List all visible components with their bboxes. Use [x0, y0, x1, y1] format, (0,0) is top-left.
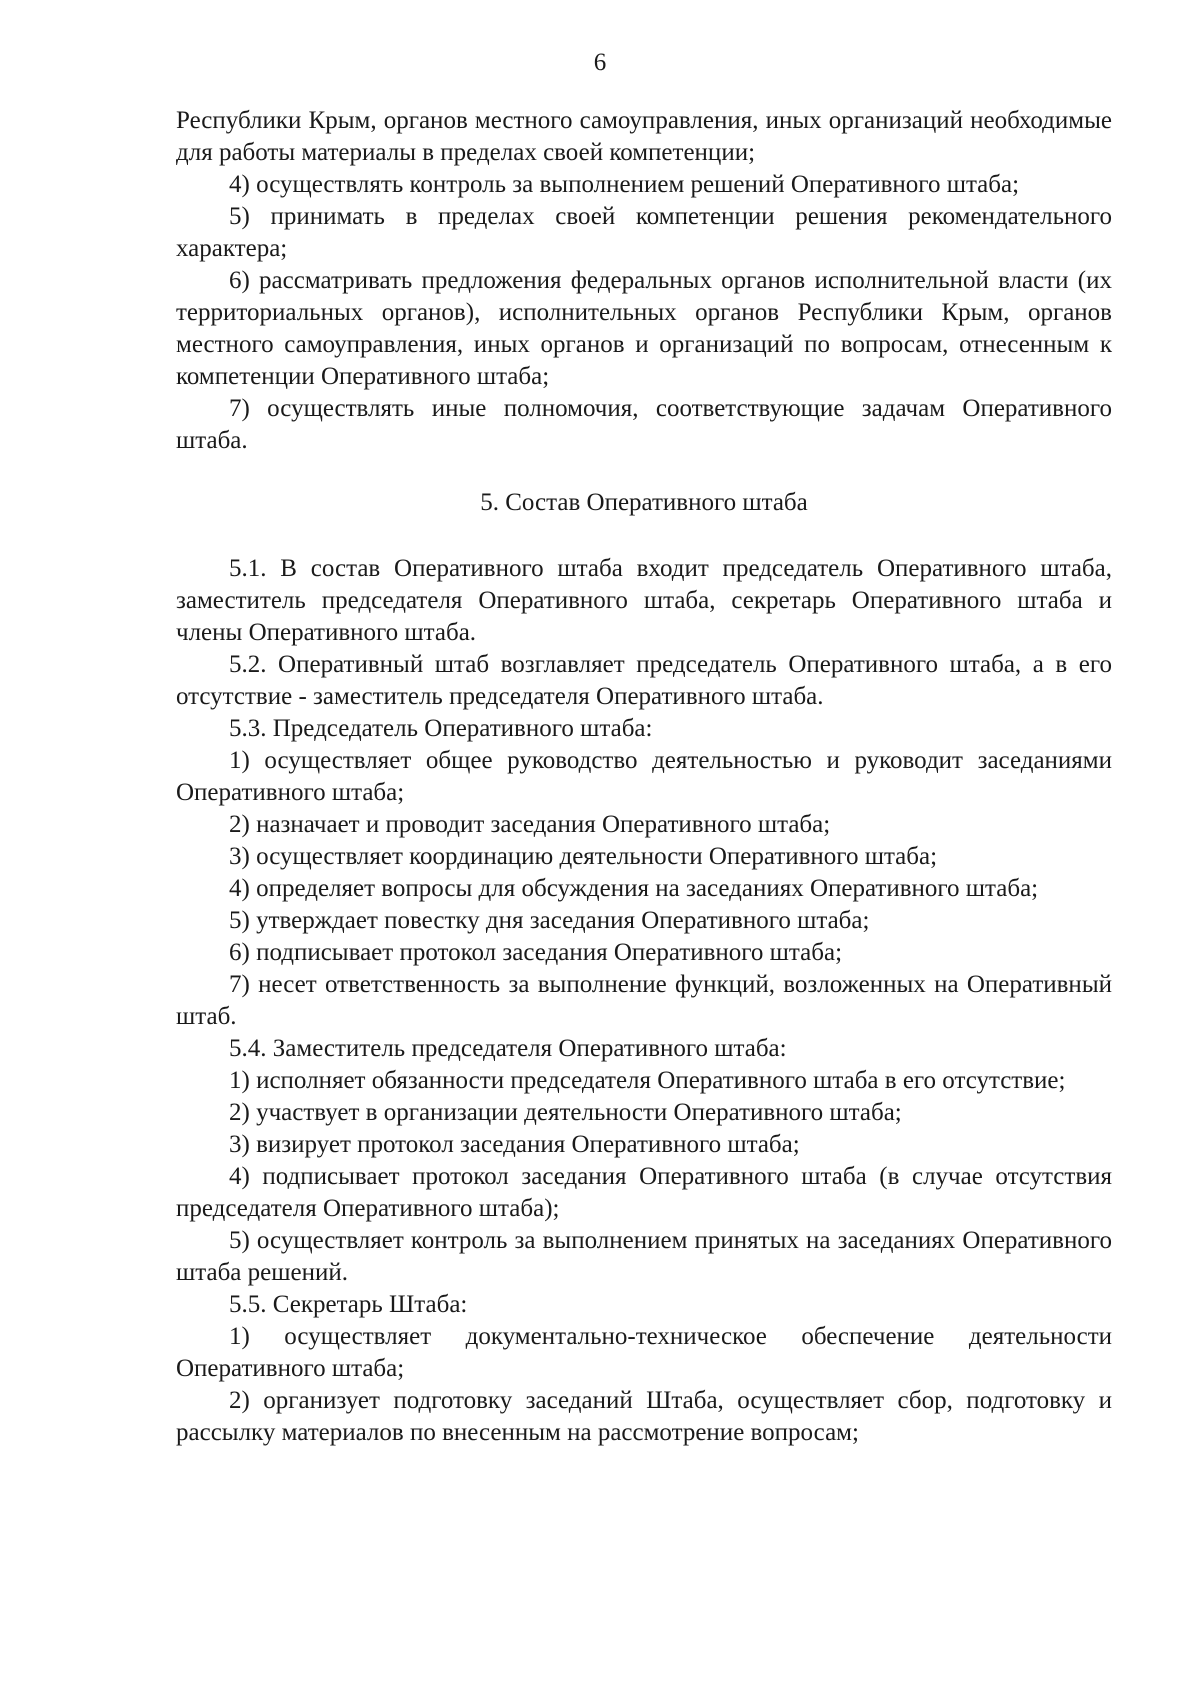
paragraph: 5.1. В состав Оперативного штаба входит председатель Оперативного штаба, заместитель председателя Оперативного штаба, секретарь Оперативного штаба и члены Оперативного штаба.: [176, 555, 1112, 646]
page-number: 6: [593, 49, 607, 76]
paragraph: 5.4. Заместитель председателя Оперативного штаба:: [229, 1035, 787, 1062]
paragraph: 6) подписывает протокол заседания Оперативного штаба;: [229, 939, 843, 966]
paragraph: Республики Крым, органов местного самоуправления, иных организаций необходимые для работы материалы в пределах своей компетенции;: [176, 107, 1112, 166]
paragraph: 6) рассматривать предложения федеральных органов исполнительной власти (их территориальных органов), исполнительных органов Республики Крым, органов местного самоуправления, иных органов и организаций по вопросам, отнесенным к компетенции Оперативного штаба;: [176, 267, 1112, 390]
paragraph: 7) осуществлять иные полномочия, соответствующие задачам Оперативного штаба.: [176, 395, 1112, 454]
paragraph: 4) определяет вопросы для обсуждения на заседаниях Оперативного штаба;: [229, 875, 1039, 902]
section-heading: 5. Состав Оперативного штаба: [480, 489, 808, 516]
paragraph: 5.3. Председатель Оперативного штаба:: [229, 715, 653, 742]
paragraph: 2) участвует в организации деятельности Оперативного штаба;: [229, 1099, 902, 1126]
paragraph: 2) организует подготовку заседаний Штаба, осуществляет сбор, подготовку и рассылку материалов по внесенным на рассмотрение вопросам;: [176, 1387, 1112, 1446]
paragraph: 5.5. Секретарь Штаба:: [229, 1291, 468, 1318]
paragraph: 4) осуществлять контроль за выполнением решений Оперативного штаба;: [229, 171, 1020, 198]
paragraph: 5) осуществляет контроль за выполнением принятых на заседаниях Оперативного штаба решений.: [176, 1227, 1112, 1286]
paragraph: 7) несет ответственность за выполнение функций, возложенных на Оперативный штаб.: [176, 971, 1112, 1030]
paragraph: 3) визирует протокол заседания Оперативного штаба;: [229, 1131, 800, 1158]
paragraph: 4) подписывает протокол заседания Оперативного штаба (в случае отсутствия председателя Оперативного штаба);: [176, 1163, 1112, 1222]
document-body: [176, 105, 1112, 1449]
paragraph: 5) принимать в пределах своей компетенции решения рекомендательного характера;: [176, 203, 1112, 262]
section-5-paragraphs: [176, 553, 1112, 1449]
paragraph: 1) осуществляет документально-техническое обеспечение деятельности Оперативного штаба;: [176, 1323, 1112, 1382]
paragraph: 2) назначает и проводит заседания Оперативного штаба;: [229, 811, 831, 838]
paragraph: 1) осуществляет общее руководство деятельностью и руководит заседаниями Оперативного штаба;: [176, 747, 1112, 806]
paragraph: 3) осуществляет координацию деятельности Оперативного штаба;: [229, 843, 938, 870]
paragraph: 1) исполняет обязанности председателя Оперативного штаба в его отсутствие;: [229, 1067, 1066, 1094]
paragraphs-before-section: [176, 105, 1112, 457]
paragraph: 5.2. Оперативный штаб возглавляет председатель Оперативного штаба, а в его отсутствие - заместитель председателя Оперативного штаба.: [176, 651, 1112, 710]
paragraph: 5) утверждает повестку дня заседания Оперативного штаба;: [229, 907, 870, 934]
